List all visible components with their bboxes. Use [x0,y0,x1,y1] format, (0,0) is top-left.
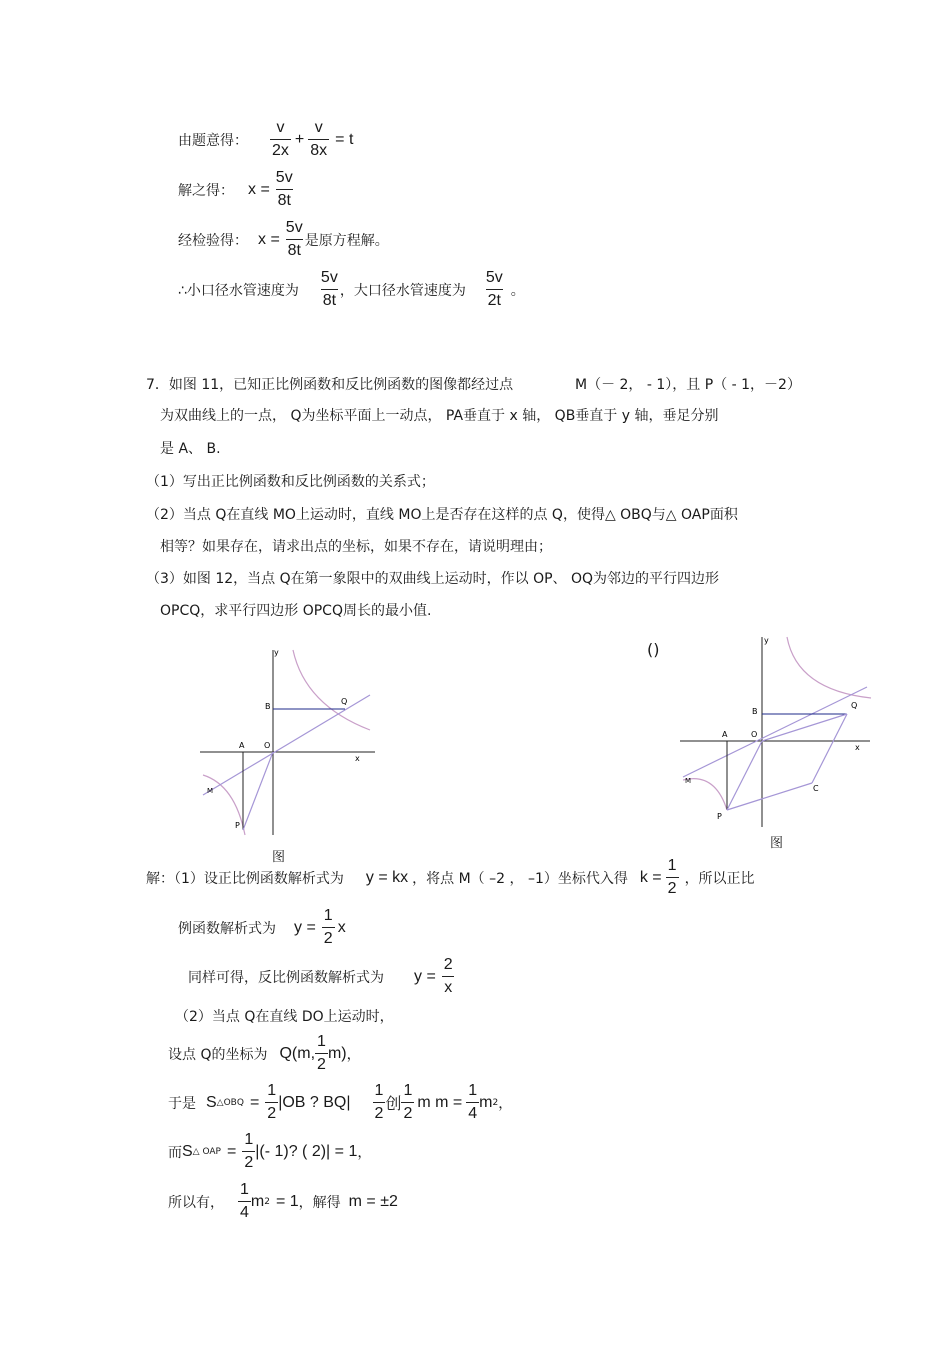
label-q: Q [341,697,348,706]
solution7-line3: 同样可得，反比例函数解析式为 y = $\frac{2}{x}$ [188,956,453,996]
equation-line-1: 由题意得： v 2x + $\frac{v}{8x}$ = t [178,119,354,159]
label-b: B [265,702,271,711]
segment-pc [727,783,812,810]
equation-line-4: ∴小口径水管速度为 5v 8t ，大口径水管速度为 5v 2t 。 [178,269,525,309]
label-b: B [752,707,758,716]
label-y: y [764,636,769,645]
fraction: 1 2 [403,1082,413,1122]
fraction: 1 4 [240,1181,249,1221]
label-o: O [264,741,271,750]
equation-line-3: 经检验得： x = $\frac{5v}{8t}$ 是原方程解。 [178,219,389,259]
figure-12-mark: () [647,640,660,659]
problem7-line1a: 7．如图 11，已知正比例函数和反比例函数的图像都经过点 [146,377,514,393]
fraction: 5v 8t [320,269,338,309]
fraction: 1 2 [374,1082,384,1122]
problem7-question2b: 相等？如果存在，请求出点的坐标，如果不存在，请说明理由； [160,539,552,555]
label-p: P [717,812,722,821]
solution7-line5: 设点 Q的坐标为 Q(m, 1 2 m) ， [168,1033,361,1073]
problem7-line1b: M（－ 2， - 1），且 P（ - 1，－2） [575,377,801,393]
figure-12-caption: 图 [770,836,784,851]
fraction: $\frac{5v}{8t}$ [275,169,293,209]
fraction: $\frac{1}{2}$ [267,1082,277,1122]
line-mo [683,687,867,777]
solution7-line7: 而 S △ OAP = $\frac{1}{2}$ |(- 1)? ( 2)| = 1 ， [168,1131,372,1171]
label-m: M [207,787,214,795]
label-q: Q [851,701,858,710]
solution7-line1: 解：（1）设正比例函数解析式为 y = kx ，将点 M（ –2 ， –1）坐标代入得 k = $\frac{1}{2}$ ，所以正比 [146,857,755,897]
fraction: $\frac{1}{2}$ [323,907,333,947]
solution7-line4: （2）当点 Q在直线 DO上运动时， [175,1009,394,1025]
problem7-question3b: OPCQ，求平行四边形 OPCQ周长的最小值. [160,603,432,619]
label-y: y [274,648,279,657]
solution7-line6: 于是 S △OBQ = $\frac{1}{2}$ |OB ? BQ| 1 2 创 1 2 m m = 1 4 m 2 ， [168,1082,513,1122]
segment-cq [812,714,847,783]
fraction: 1 4 [468,1082,478,1122]
fraction: 5v 2t [485,269,503,309]
label-a: A [239,741,245,750]
equation-line-2: 解之得： x = $\frac{5v}{8t}$ [178,169,293,209]
fraction: $\frac{1}{2}$ [667,857,677,897]
fraction: v 2x [272,119,289,159]
problem7-line2: 为双曲线上的一点， Q为坐标平面上一动点， PA垂直于 x 轴， QB垂直于 y 轴，垂足分别 [160,408,719,424]
solution7-line8: 所以有， 1 4 m 2 = 1 ，解得 m = ±2 [168,1181,398,1221]
problem7-line3: 是 A、 B. [160,441,221,457]
label: 由题意得： [178,132,248,149]
figure-11-diagram [195,645,385,845]
label-x: x [855,743,860,752]
fraction: $\frac{v}{8x}$ [310,119,328,159]
figure-11-caption: 图 [272,850,286,865]
label-p: P [235,821,240,830]
label-m: M [685,777,692,785]
fraction: $\frac{2}{x}$ [443,956,453,996]
hyperbola-branch-q1 [787,637,871,698]
problem7-question3a: （3）如图 12，当点 Q在第一象限中的双曲线上运动时，作以 OP、 OQ为邻边的平行四边形 [146,571,720,587]
fraction: $\frac{1}{2}$ [244,1131,254,1171]
label-c: C [813,784,819,793]
segment-op [243,752,273,830]
fraction: $\frac{5v}{8t}$ [285,219,303,259]
figure-12-diagram [675,632,875,832]
label-o: O [751,730,758,739]
line-mo [203,695,370,795]
problem7-question1: （1）写出正比例函数和反比例函数的关系式； [146,474,435,490]
problem7-question2a: （2）当点 Q在直线 MO上运动时，直线 MO上是否存在这样的点 Q，使得△ OBQ与△ OAP面积 [146,507,738,523]
solution7-line2: 例函数解析式为 y = $\frac{1}{2}$ x [178,907,346,947]
label-x: x [355,754,360,763]
label-a: A [722,730,728,739]
fraction: 1 2 [317,1033,326,1073]
segment-op [727,741,762,810]
